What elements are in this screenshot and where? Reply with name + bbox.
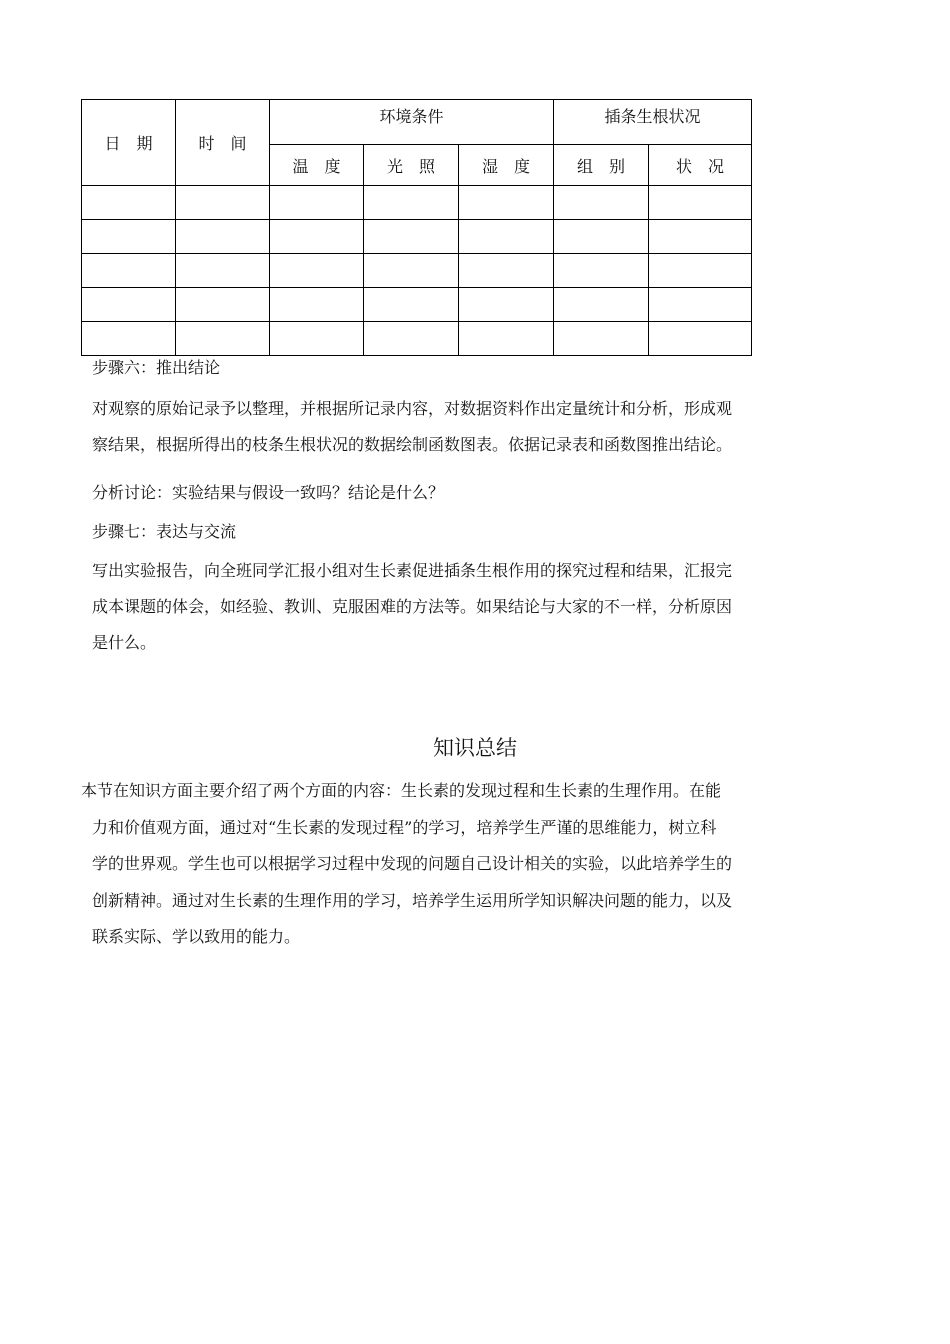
step6-discussion: 分析讨论：实验结果与假设一致吗？结论是什么？ — [92, 483, 445, 502]
step6-paragraph — [92, 391, 862, 463]
header-time: 时 间 — [176, 100, 270, 186]
subheader-status: 状 况 — [649, 145, 752, 186]
table-cell — [176, 186, 270, 220]
header-root-status: 插条生根状况 — [554, 100, 752, 145]
summary-line: 力和价值观方面，通过对“生长素的发现过程”的学习，培养学生严谨的思维能力，树立科 — [92, 817, 717, 837]
table-cell — [554, 220, 649, 254]
table-cell — [364, 186, 459, 220]
step6-paragraph-line: 察结果，根据所得出的枝条生根状况的数据绘制函数图表。依据记录表和函数图推出结论。 — [92, 435, 733, 454]
summary-paragraph — [81, 773, 861, 956]
table-cell — [649, 254, 752, 288]
table-cell — [270, 322, 364, 356]
table-cell — [364, 220, 459, 254]
table-cell — [649, 186, 752, 220]
summary-line: 创新精神。通过对生长素的生理作用的学习，培养学生运用所学知识解决问题的能力，以及 — [92, 890, 733, 910]
table-cell — [176, 220, 270, 254]
table-cell — [270, 288, 364, 322]
table-cell — [176, 288, 270, 322]
step6-title: 步骤六：推出结论 — [92, 358, 221, 377]
table-cell — [649, 288, 752, 322]
table-cell — [364, 322, 459, 356]
subheader-group: 组 别 — [554, 145, 649, 186]
step7-title: 步骤七：表达与交流 — [92, 522, 237, 541]
table-cell — [364, 254, 459, 288]
table-row — [82, 254, 752, 288]
summary-line: 本节在知识方面主要介绍了两个方面的内容：生长素的发现过程和生长素的生理作用。在能 — [81, 781, 722, 800]
table-row — [82, 322, 752, 356]
table-cell — [459, 254, 554, 288]
table-cell — [82, 288, 176, 322]
summary-title: 知识总结 — [433, 736, 517, 760]
table-cell — [176, 254, 270, 288]
table-header-row — [82, 100, 752, 145]
step6-paragraph-line: 对观察的原始记录予以整理，并根据所记录内容，对数据资料作出定量统计和分析，形成观 — [92, 399, 733, 418]
table-cell — [649, 322, 752, 356]
table-cell — [82, 186, 176, 220]
subheader-light: 光 照 — [364, 145, 459, 186]
header-date: 日 期 — [82, 100, 176, 186]
table-cell — [176, 322, 270, 356]
table-cell — [554, 186, 649, 220]
table-cell — [82, 220, 176, 254]
table-cell — [554, 254, 649, 288]
table-cell — [554, 322, 649, 356]
table-cell — [649, 220, 752, 254]
table-cell — [459, 288, 554, 322]
summary-line: 学的世界观。学生也可以根据学习过程中发现的问题自己设计相关的实验，以此培养学生的 — [92, 854, 733, 873]
table-cell — [82, 322, 176, 356]
subheader-temperature: 温 度 — [270, 145, 364, 186]
subheader-humidity: 湿 度 — [459, 145, 554, 186]
table-row — [82, 186, 752, 220]
table-cell — [270, 254, 364, 288]
header-environment: 环境条件 — [270, 100, 554, 145]
step7-paragraph-line: 写出实验报告，向全班同学汇报小组对生长素促进插条生根作用的探究过程和结果，汇报完 — [92, 561, 733, 580]
step7-paragraph-line: 是什么。 — [92, 633, 157, 652]
table-row — [82, 288, 752, 322]
summary-line: 联系实际、学以致用的能力。 — [92, 927, 301, 946]
table-cell — [459, 220, 554, 254]
table-cell — [270, 220, 364, 254]
table-cell — [554, 288, 649, 322]
table-cell — [459, 322, 554, 356]
table-cell — [270, 186, 364, 220]
table-cell — [459, 186, 554, 220]
table-cell — [82, 254, 176, 288]
table-cell — [364, 288, 459, 322]
step7-paragraph — [92, 553, 862, 661]
step7-paragraph-line: 成本课题的体会，如经验、教训、克服困难的方法等。如果结论与大家的不一样，分析原因 — [92, 597, 733, 616]
observation-record-table — [81, 99, 752, 356]
table-row — [82, 220, 752, 254]
